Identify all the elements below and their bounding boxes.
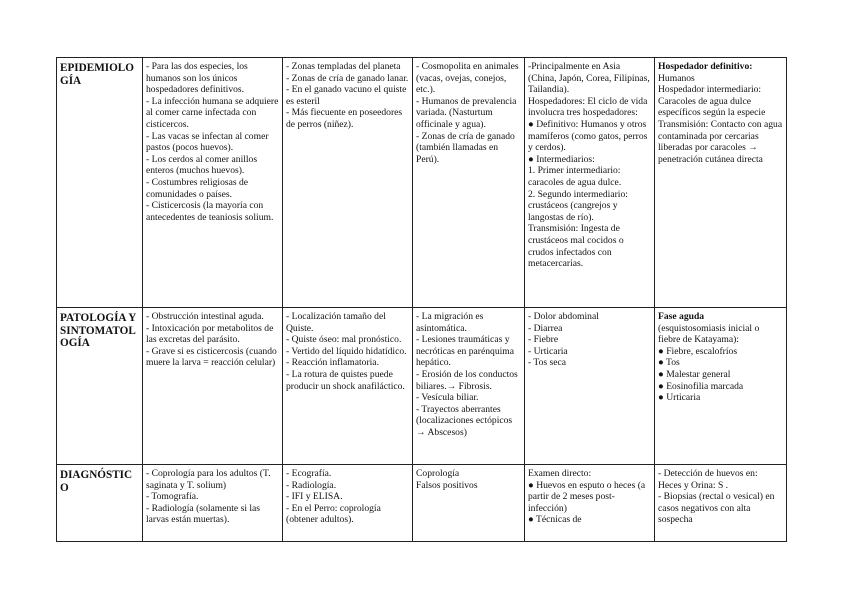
row-header: PATOLOGÍA Y SINTOMATOLOGÍA bbox=[57, 308, 143, 465]
cell-line: - Urticaria bbox=[528, 345, 568, 357]
cell-fasciola bbox=[413, 58, 525, 308]
cell-line: - Más fiecuente en poseedores de perros (niñez). bbox=[286, 107, 403, 130]
cell-line: - Obstrucción intestinal aguda. bbox=[146, 311, 264, 322]
cell-line: ● Eosinofilia marcada bbox=[658, 380, 744, 392]
cell-line: - Erosión de los conductos biliares.→ Fibrosis. bbox=[416, 368, 518, 392]
cell-line: (esquistosomiasis inicial o fiebre de Katayama): bbox=[658, 322, 760, 346]
cell-line: - IFI y ELISA. bbox=[286, 491, 343, 503]
cell-schistosoma bbox=[655, 58, 787, 308]
cell-line: - La infección humana se adquiere al comer carne infectada con cisticercos. bbox=[146, 95, 279, 130]
cell-line: ● Intermediarios: bbox=[528, 153, 595, 165]
cell-taenia bbox=[143, 58, 283, 308]
cell-line: - Ecografía. bbox=[286, 468, 332, 479]
cell-line: - Coprología para los adultos (T. saginata y T. solium) bbox=[146, 468, 271, 491]
row-patologia bbox=[57, 308, 787, 465]
cell-fasciola bbox=[413, 465, 525, 542]
cell-line: Hospedadores: El ciclo de vida involucra tres hospedadores: bbox=[528, 95, 648, 119]
row-epidemiologia bbox=[57, 58, 787, 308]
cell-line: - Localización tamaño del Quiste. bbox=[286, 311, 386, 334]
cell-line: Fase aguda bbox=[658, 311, 705, 322]
cell-line: - Tos seca bbox=[528, 357, 567, 369]
cell-line: - Fiebre bbox=[528, 334, 559, 346]
cell-line: - Biopsias (rectal o vesical) en casos negativos con alta sospecha bbox=[658, 491, 775, 526]
cell-line: - Los cerdos al comer anillos enteros (muchos huevos). bbox=[146, 153, 258, 177]
cell-line: - Radiología. bbox=[286, 479, 337, 491]
cell-line: Hospedador definitivo: bbox=[658, 61, 753, 72]
cell-line: - Reacción inflamatoria. bbox=[286, 357, 379, 369]
cell-line: - La rotura de quistes puede producir un shock anafiláctico. bbox=[286, 368, 405, 392]
cell-line: - Vertido del líquido hidatídico. bbox=[286, 345, 407, 357]
cell-line: Humanos bbox=[658, 72, 695, 84]
cell-line: - Vesícula biliar. bbox=[416, 392, 479, 404]
cell-line: - Para las dos especies, los humanos son los únicos hospedadores definitivos. bbox=[146, 61, 248, 96]
cell-line: - La migración es asintomática. bbox=[416, 311, 484, 334]
row-diagnostico bbox=[57, 465, 787, 542]
cell-line: Falsos positivos bbox=[416, 479, 478, 491]
cell-line: Transmisión: Contacto con agua contaminada por cercarias liberadas por caracoles → penetración cutánea directa bbox=[658, 118, 783, 165]
cell-line: - Radiología (solamente si las larvas están muertas). bbox=[146, 502, 261, 526]
cell-line: - Zonas templadas del planeta bbox=[286, 61, 401, 72]
row-header: DIAGNÓSTICO bbox=[57, 465, 143, 542]
cell-line: - Zonas de cría de ganado (también llamadas en Perú). bbox=[416, 130, 515, 165]
cell-line: - En el ganado vacuno el quiste es esteril bbox=[286, 84, 407, 107]
cell-paragonimus bbox=[525, 465, 655, 542]
cell-echinococcus bbox=[283, 308, 413, 465]
cell-line: ● Huevos en esputo o heces (a partir de 2 meses post-infección) bbox=[528, 479, 646, 514]
cell-line: - Dolor abdominal bbox=[528, 311, 599, 322]
cell-taenia bbox=[143, 308, 283, 465]
cell-line: - Diarrea bbox=[528, 322, 563, 334]
cell-line: - Costumbres religiosas de comunidades o países. bbox=[146, 176, 249, 200]
cell-line: -Principalmente en Asia (China, Japón, Corea, Filipinas, Tailandia). bbox=[528, 61, 650, 96]
cell-line: ● Tos bbox=[658, 357, 680, 369]
cell-line: - Zonas de cría de ganado lanar. bbox=[286, 72, 409, 84]
cell-echinococcus bbox=[283, 465, 413, 542]
cell-line: ● Definitivo: Humanos y otros mamíferos (como gatos, perros y cerdos). bbox=[528, 118, 648, 154]
cell-line: 1. Primer intermediario: caracoles de agua dulce. bbox=[528, 165, 622, 188]
cell-line: - Quiste óseo: mal pronóstico. bbox=[286, 334, 402, 346]
cell-line: 2. Segundo intermediario: crustáceos (cangrejos y langostas de río). bbox=[528, 188, 628, 223]
cell-line: - Grave si es cisticercosis (cuando muere la larva = reacción celular) bbox=[146, 345, 277, 369]
parasitology-table bbox=[56, 57, 787, 542]
cell-line: - Humanos de prevalencia variada. (Nasturtum officinale y agua). bbox=[416, 95, 517, 130]
cell-line: - Cosmopolita en animales (vacas, ovejas, conejos, etc.). bbox=[416, 61, 519, 96]
cell-line: - Lesiones traumáticas y necróticas en parénquima hepático. bbox=[416, 334, 515, 369]
cell-line: - Tomografía. bbox=[146, 491, 199, 503]
cell-line: Transmisión: Ingesta de crustáceos mal cocidos o crudos infectados con metacercarias. bbox=[528, 223, 624, 270]
cell-line: - Cisticercosis (la mayoría con antecedentes de teaniosis solium. bbox=[146, 200, 274, 223]
cell-line: ● Malestar general bbox=[658, 368, 731, 380]
cell-line: - Las vacas se infectan al comer pastos (pocos huevos). bbox=[146, 130, 269, 154]
cell-line: ● Fiebre, escalofríos bbox=[658, 345, 738, 357]
cell-paragonimus bbox=[525, 308, 655, 465]
cell-line: - Intoxicación por metabolitos de las excretas del parásito. bbox=[146, 322, 274, 346]
cell-line: Coprología bbox=[416, 468, 460, 479]
cell-taenia bbox=[143, 465, 283, 542]
cell-line: ● Técnicas de bbox=[528, 514, 582, 526]
cell-line: - Trayectos aberrantes (localizaciones ectópicos → Abscesos) bbox=[416, 403, 513, 438]
cell-line: - Detección de huevos en: Heces y Orina: S . bbox=[658, 468, 758, 491]
cell-line: Hospedador intermediario: Caracoles de agua dulce específicos según la especie bbox=[658, 84, 766, 119]
cell-line: Examen directo: bbox=[528, 468, 592, 479]
cell-line: ● Urticaria bbox=[658, 392, 701, 404]
cell-paragonimus bbox=[525, 58, 655, 308]
cell-schistosoma bbox=[655, 465, 787, 542]
cell-line: - En el Perro: coprología (obtener adultos). bbox=[286, 502, 381, 526]
cell-fasciola bbox=[413, 308, 525, 465]
row-header: EPIDEMIOLOGÍA bbox=[57, 58, 143, 308]
cell-echinococcus bbox=[283, 58, 413, 308]
cell-schistosoma bbox=[655, 308, 787, 465]
